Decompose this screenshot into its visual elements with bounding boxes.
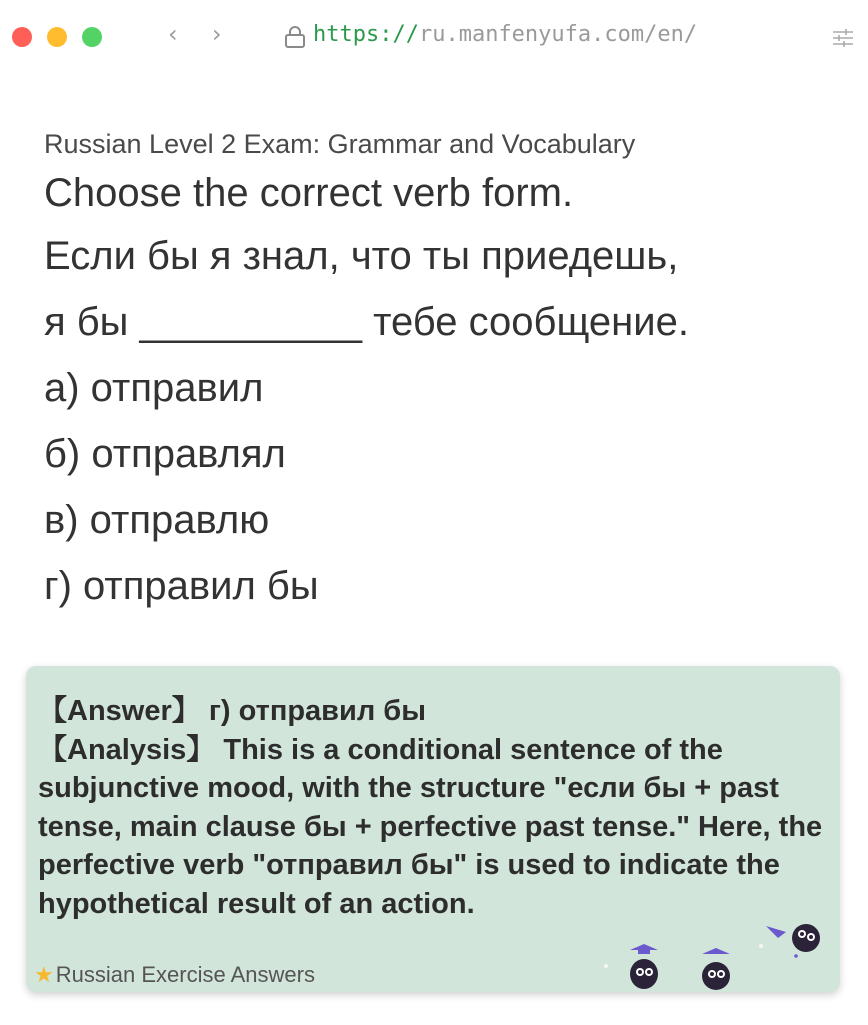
question-sentence-line-2: я бы __________ тебе сообщение. [44, 300, 689, 344]
answer-content [38, 692, 833, 923]
answer-label: 【Answer】 [38, 695, 201, 727]
option-a: а) отправил [44, 366, 264, 410]
exam-title: Russian Level 2 Exam: Grammar and Vocabulary [44, 129, 636, 159]
option-b: б) отправлял [44, 432, 286, 476]
question-block [44, 125, 844, 619]
maximize-window-button[interactable] [82, 27, 102, 47]
brand-label: Russian Exercise Answers [55, 962, 315, 987]
star-icon: ★ [34, 962, 54, 987]
mascot-2 [702, 948, 730, 990]
analysis-label: 【Analysis】 [38, 733, 216, 766]
lock-icon [284, 25, 306, 49]
mascot-3 [766, 919, 825, 956]
question-sentence-line-1: Если бы я знал, что ты приедешь, [44, 234, 679, 278]
url-path: ru.manfenyufa.com/en/ [418, 22, 698, 47]
forward-arrow-icon[interactable]: › [212, 20, 222, 48]
back-arrow-icon[interactable]: ‹ [168, 20, 178, 48]
brand-footer [34, 962, 315, 988]
close-window-button[interactable] [12, 27, 32, 47]
option-c: в) отправлю [44, 498, 270, 542]
url-scheme: https:// [313, 22, 419, 47]
answer-line [38, 692, 833, 731]
answer-value: г) отправил бы [208, 695, 426, 727]
browser-toolbar [0, 0, 868, 74]
analysis-paragraph [38, 731, 833, 924]
mascot-1 [630, 944, 658, 989]
analysis-text: This is a conditional sentence of the subjunctive mood, with the structure "если бы + past tense, main clause бы + perfective past tense." Here, the perfective verb "отправил бы" is used to indicate the hypothetical result of an action. [38, 733, 823, 920]
option-d: г) отправил бы [44, 564, 319, 608]
minimize-window-button[interactable] [47, 27, 67, 47]
mascot-illustration [586, 916, 836, 992]
question-instruction: Choose the correct verb form. [44, 171, 574, 215]
answer-card [26, 666, 840, 992]
address-bar[interactable] [313, 22, 697, 47]
settings-sliders-icon[interactable] [832, 28, 854, 48]
